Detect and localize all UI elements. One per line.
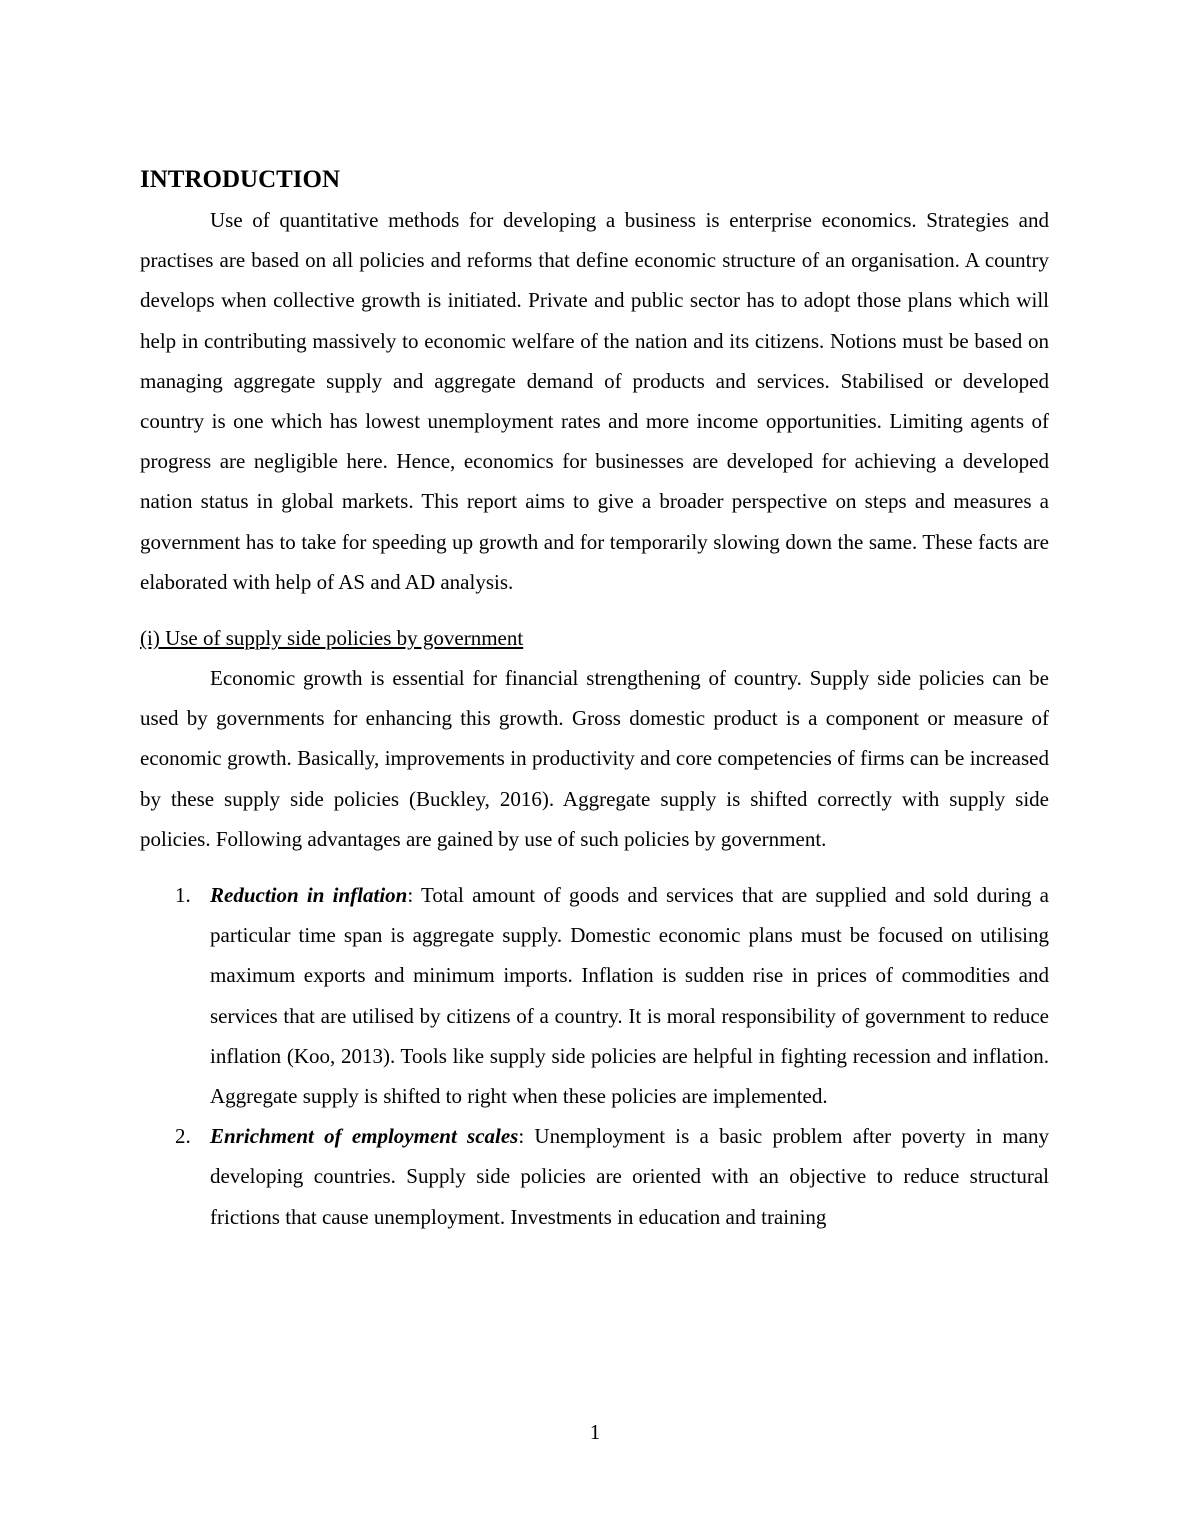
section-paragraph: Economic growth is essential for financial strengthening of country. Supply side policies can be used by governments for enhancing this growth. Gross domestic product is a component or measure of economic growth. Basically, improvements in productivity and core competencies of firms can be increased by these supply side policies (Buckley, 2016). Aggregate supply is shifted correctly with supply side policies. Following advantages are gained by use of such policies by government. xyxy=(140,666,1049,851)
page-title: INTRODUCTION xyxy=(140,166,341,193)
list-item-number: 1. xyxy=(175,883,191,908)
numbered-list xyxy=(140,875,1049,1237)
intro-paragraph: Use of quantitative methods for developing a business is enterprise economics. Strategies and practises are based on all policies and reforms that define economic structure of an organisation. A country develops when collective growth is initiated. Private and public sector has to adopt those plans which will help in contributing massively to economic welfare of the nation and its citizens. Notions must be based on managing aggregate supply and aggregate demand of products and services. Stabilised or developed country is one which has lowest unemployment rates and more income opportunities. Limiting agents of progress are negligible here. Hence, economics for businesses are developed for achieving a developed nation status in global markets. This report aims to give a broader perspective on steps and measures a government has to take for speeding up growth and for temporarily slowing down the same. These facts are elaborated with help of AS and AD analysis. xyxy=(140,208,1049,594)
page-content xyxy=(140,160,1049,1237)
list-item-text: : Unemployment is a basic problem after poverty in many developing countries. Supply side policies are oriented with an objective to reduce structural frictions that cause unemployment. Investments in education and training xyxy=(210,1124,1049,1229)
page-number: 1 xyxy=(589,1420,601,1444)
list-item-text: : Total amount of goods and services that are supplied and sold during a particular time span is aggregate supply. Domestic economic plans must be focused on utilising maximum exports and minimum imports. Inflation is sudden rise in prices of commodities and services that are utilised by citizens of a country. It is moral responsibility of government to reduce inflation (Koo, 2013). Tools like supply side policies are helpful in fighting recession and inflation. Aggregate supply is shifted to right when these policies are implemented. xyxy=(210,883,1049,1109)
list-item xyxy=(140,1116,1049,1237)
list-item-term: Enrichment of employment scales xyxy=(210,1124,519,1149)
list-item-term: Reduction in inflation xyxy=(210,883,408,908)
section-heading: (i) Use of supply side policies by government xyxy=(140,626,524,651)
list-item xyxy=(140,875,1049,1116)
list-item-number: 2. xyxy=(175,1124,191,1149)
